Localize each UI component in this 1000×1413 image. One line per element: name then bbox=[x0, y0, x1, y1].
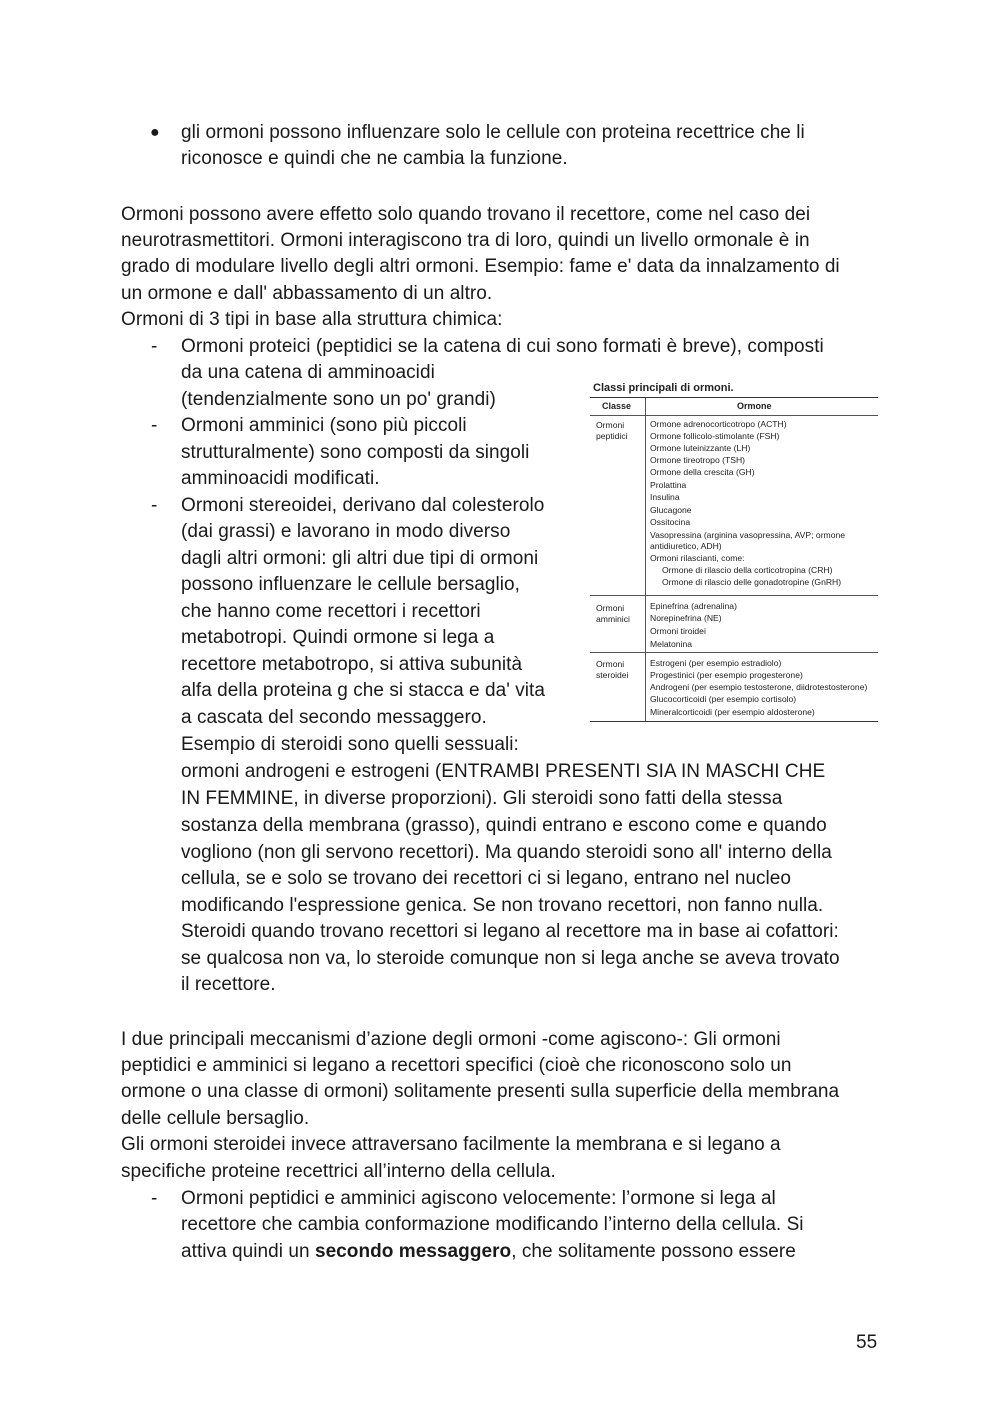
table-item: Vasopressina (arginina vasopressina, AVP; ormone bbox=[650, 530, 846, 540]
text-line: dagli altri ormoni: gli altri due tipi di ormoni bbox=[181, 548, 539, 569]
table-item: Ossitocina bbox=[650, 517, 691, 527]
table-header-class: Classe bbox=[602, 401, 632, 411]
text-line: (tendenzialmente sono un po' grandi) bbox=[181, 389, 496, 410]
table-column-divider bbox=[645, 398, 646, 721]
table-item: Ormoni tiroidei bbox=[650, 626, 706, 636]
table-item: antidiuretico, ADH) bbox=[650, 541, 722, 551]
table-item: Estrogeni (per esempio estradiolo) bbox=[650, 658, 782, 668]
text-line: (dai grassi) e lavorano in modo diverso bbox=[181, 521, 511, 542]
text-line: delle cellule bersaglio. bbox=[121, 1108, 310, 1129]
text-line: metabotropi. Quindi ormone si lega a bbox=[181, 627, 495, 648]
text-line: recettore che cambia conformazione modificando l’interno della cellula. Si bbox=[181, 1214, 804, 1235]
text-line: gli ormoni possono influenzare solo le cellule con proteina recettrice che li bbox=[181, 122, 805, 143]
text-line: Ormoni stereoidei, derivano dal colesterolo bbox=[181, 495, 545, 516]
table-header-rule bbox=[590, 415, 878, 416]
table-item: Ormone di rilascio della corticotropina (CRH) bbox=[662, 565, 833, 575]
hormone-classes-table bbox=[590, 380, 880, 726]
text-line: ormoni androgeni e estrogeni (ENTRAMBI PRESENTI SIA IN MASCHI CHE bbox=[181, 761, 826, 782]
table-item: Prolattina bbox=[650, 480, 687, 490]
dash-marker: - bbox=[151, 495, 158, 516]
dash-marker: - bbox=[151, 336, 158, 357]
text-line: Esempio di steroidi sono quelli sessuali: bbox=[181, 734, 519, 755]
text-line: Ormoni amminici (sono più piccoli bbox=[181, 415, 467, 436]
text-line: da una catena di amminoacidi bbox=[181, 362, 435, 383]
text-line: se qualcosa non va, lo steroide comunque non si lega anche se aveva trovato bbox=[181, 948, 840, 969]
text-line: possono influenzare le cellule bersaglio, bbox=[181, 574, 520, 595]
table-group-rule bbox=[590, 595, 878, 596]
table-item: Ormoni rilascianti, come: bbox=[650, 553, 745, 563]
text-line: che hanno come recettori i recettori bbox=[181, 601, 481, 622]
table-item: Glucagone bbox=[650, 505, 692, 515]
text-line: Ormoni di 3 tipi in base alla struttura chimica: bbox=[121, 309, 503, 330]
table-item: Ormone luteinizzante (LH) bbox=[650, 443, 751, 453]
table-class-cell: Ormoni peptidici bbox=[596, 420, 628, 441]
text-line: IN FEMMINE, in diverse proporzioni). Gli steroidi sono fatti della stessa bbox=[181, 788, 783, 809]
bullet-marker: ● bbox=[150, 124, 160, 141]
text-line: Ormoni peptidici e amminici agiscono velocemente: l’ormone si lega al bbox=[181, 1188, 776, 1209]
table-group-rule bbox=[590, 652, 878, 653]
text-line: Steroidi quando trovano recettori si legano al recettore ma in base ai cofattori: bbox=[181, 921, 839, 942]
table-item: Ormone di rilascio delle gonadotropine (GnRH) bbox=[662, 577, 842, 587]
table-item: Epinefrina (adrenalina) bbox=[650, 601, 737, 611]
text-line: amminoacidi modificati. bbox=[181, 468, 380, 489]
table-class-cell: Ormoni amminici bbox=[596, 603, 630, 624]
table-class-cell: Ormoni steroidei bbox=[596, 659, 629, 680]
text-line: recettore metabotropo, si attiva subunità bbox=[181, 654, 523, 675]
text-line: specifiche proteine recettrici all’interno della cellula. bbox=[121, 1161, 556, 1182]
dash-marker: - bbox=[151, 415, 158, 436]
text-line: strutturalmente) sono composti da singoli bbox=[181, 442, 530, 463]
table-item: Glucocorticoidi (per esempio cortisolo) bbox=[650, 694, 797, 704]
table-title: Classi principali di ormoni. bbox=[593, 382, 734, 394]
table-bottom-rule bbox=[590, 721, 878, 722]
table-item: Progestinici (per esempio progesterone) bbox=[650, 670, 803, 680]
table-item: Norepinefrina (NE) bbox=[650, 613, 722, 623]
text-line: peptidici e amminici si legano a recettori specifici (cioè che riconoscono solo un bbox=[121, 1055, 792, 1076]
table-item: Androgeni (per esempio testosterone, diidrotestosterone) bbox=[650, 682, 868, 692]
table-item: Insulina bbox=[650, 492, 680, 502]
table-header-hormone: Ormone bbox=[737, 401, 772, 411]
table-item: Melatonina bbox=[650, 639, 693, 649]
table-item: Ormone follicolo-stimolante (FSH) bbox=[650, 431, 780, 441]
text-span: attiva quindi un bbox=[181, 1241, 315, 1262]
text-line: il recettore. bbox=[181, 974, 276, 995]
text-line: a cascata del secondo messaggero. bbox=[181, 707, 487, 728]
text-line-mixed bbox=[181, 1239, 796, 1265]
bold-term: secondo messaggero bbox=[314, 1241, 512, 1262]
text-line: vogliono (non gli servono recettori). Ma quando steroidi sono all' interno della bbox=[181, 842, 832, 863]
text-line: sostanza della membrana (grasso), quindi entrano e escono come e quando bbox=[181, 815, 827, 836]
table-item: Ormone adrenocorticotropo (ACTH) bbox=[650, 419, 787, 429]
table-item: Ormone tireotropo (TSH) bbox=[650, 455, 746, 465]
table-item: Ormone della crescita (GH) bbox=[650, 467, 755, 477]
text-line: un ormone e dall' abbassamento di un altro. bbox=[121, 283, 493, 304]
text-line: riconosce e quindi che ne cambia la funzione. bbox=[181, 148, 568, 169]
text-line: Ormoni possono avere effetto solo quando trovano il recettore, come nel caso dei bbox=[121, 204, 811, 225]
text-line: alfa della proteina g che si stacca e da' vita bbox=[181, 680, 545, 701]
table-top-rule bbox=[590, 397, 878, 398]
text-line: Ormoni proteici (peptidici se la catena di cui sono formati è breve), composti bbox=[181, 336, 824, 357]
text-line: ormone o una classe di ormoni) solitamente presenti sulla superficie della membrana bbox=[121, 1081, 840, 1102]
dash-marker: - bbox=[151, 1188, 158, 1209]
text-line: modificando l'espressione genica. Se non trovano recettori, non fanno nulla. bbox=[181, 895, 824, 916]
page-number: 55 bbox=[856, 1332, 878, 1353]
text-line: Gli ormoni steroidei invece attraversano facilmente la membrana e si legano a bbox=[121, 1134, 781, 1155]
table-item: Mineralcorticoidi (per esempio aldosterone) bbox=[650, 707, 815, 717]
text-line: neurotrasmettitori. Ormoni interagiscono tra di loro, quindi un livello ormonale è in bbox=[121, 230, 810, 251]
text-line: I due principali meccanismi d’azione degli ormoni -come agiscono-: Gli ormoni bbox=[121, 1029, 781, 1050]
text-line: grado di modulare livello degli altri ormoni. Esempio: fame e' data da innalzamento di bbox=[121, 256, 840, 277]
text-span: , che solitamente possono essere bbox=[511, 1241, 796, 1262]
text-line: cellula, se e solo se trovano dei recettori ci si legano, entrano nel nucleo bbox=[181, 868, 792, 889]
